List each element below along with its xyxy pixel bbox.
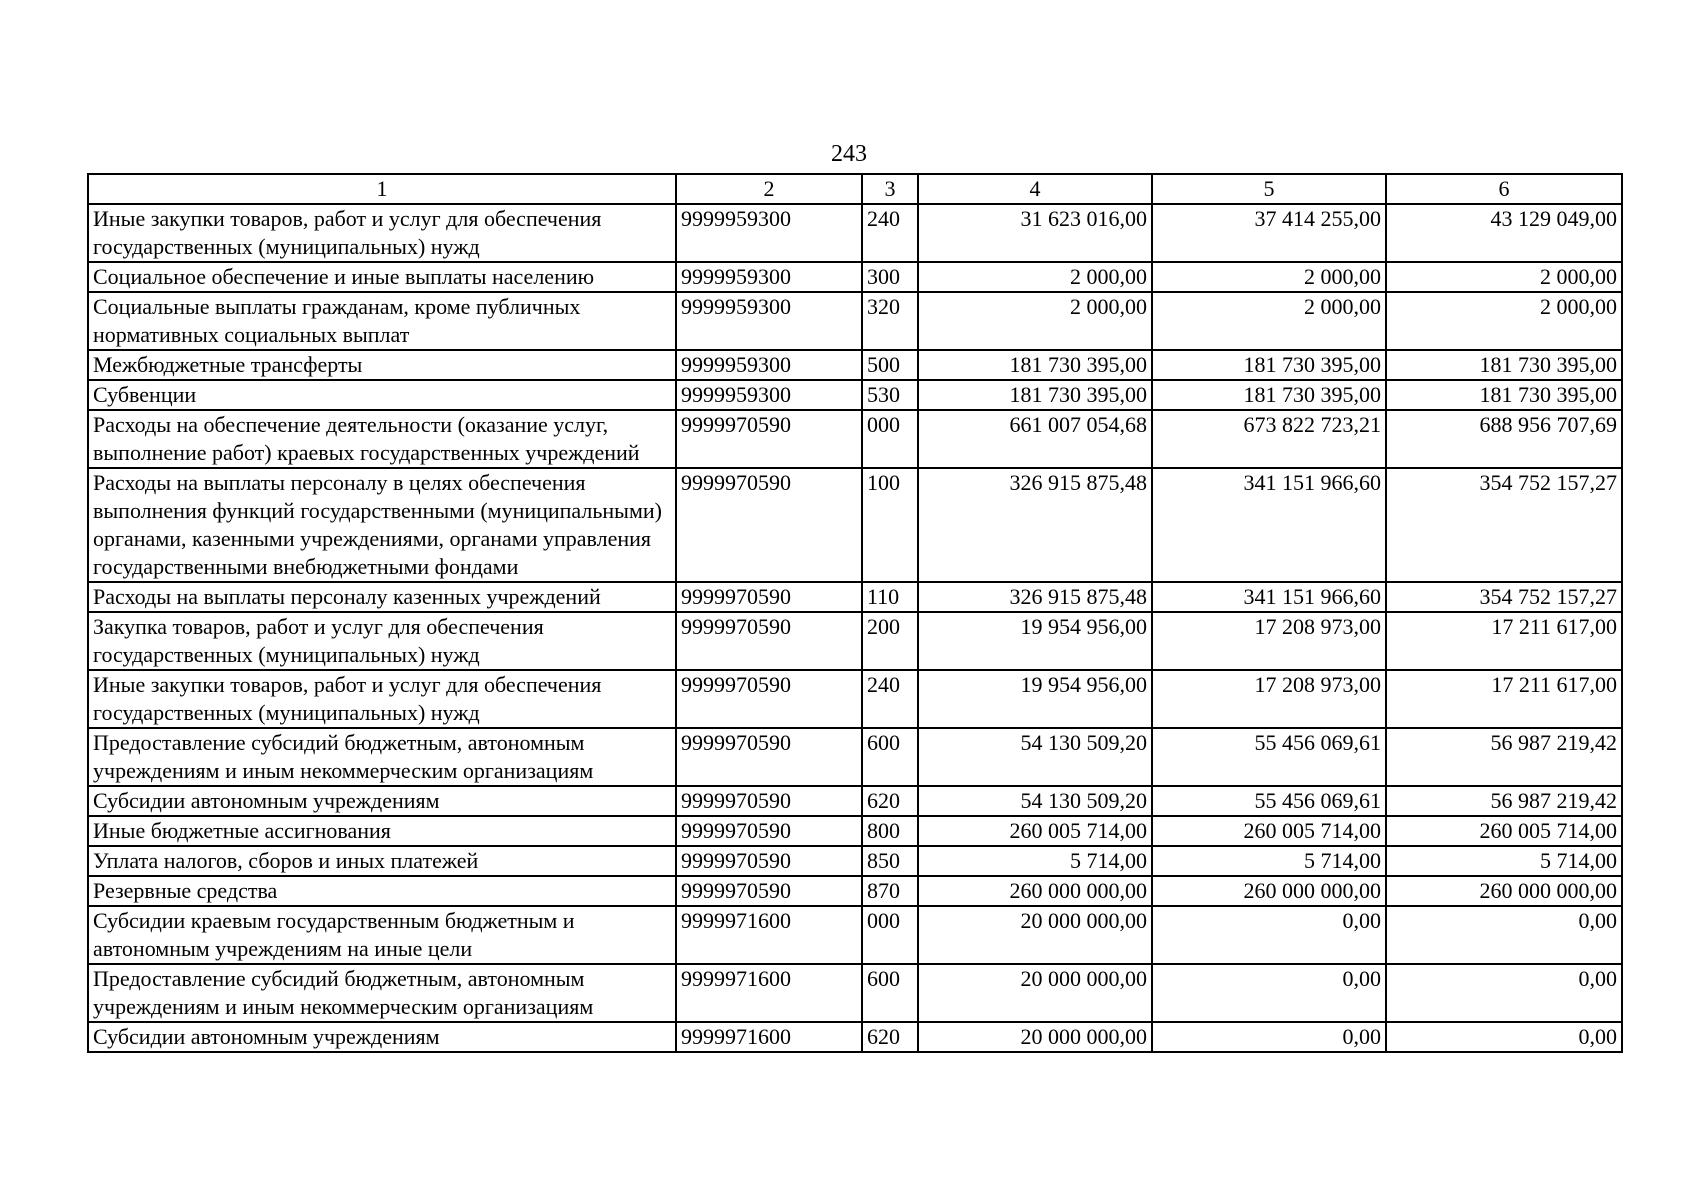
row-code-cell: 9999971600 [676,964,862,1022]
row-value-col6: 0,00 [1386,906,1622,964]
row-value-col5: 55 456 069,61 [1152,786,1386,816]
row-value-col6: 17 211 617,00 [1386,670,1622,728]
column-header: 5 [1152,174,1386,204]
table-row [88,846,1622,876]
column-header: 3 [862,174,918,204]
row-value-col5: 17 208 973,00 [1152,612,1386,670]
row-value-col4: 181 730 395,00 [918,350,1152,380]
row-value-col5: 181 730 395,00 [1152,380,1386,410]
row-name-cell: Резервные средства [88,876,676,906]
row-value-col5: 0,00 [1152,964,1386,1022]
row-code-cell: 9999971600 [676,1022,862,1052]
table-row [88,876,1622,906]
row-code-cell: 9999971600 [676,906,862,964]
row-value-col4: 20 000 000,00 [918,1022,1152,1052]
row-name-cell: Социальное обеспечение и иные выплаты населению [88,262,676,292]
row-value-col4: 54 130 509,20 [918,728,1152,786]
row-value-col5: 673 822 723,21 [1152,410,1386,468]
row-value-col4: 2 000,00 [918,292,1152,350]
row-value-col6: 2 000,00 [1386,262,1622,292]
row-code-cell: 9999959300 [676,204,862,262]
row-name-cell: Расходы на выплаты персоналу в целях обеспечения выполнения функций государственными (муниципальными) органами, казенными учреждениями, органами управления государственными внебюджетными фондами [88,468,676,582]
row-value-col5: 260 005 714,00 [1152,816,1386,846]
row-value-col6: 181 730 395,00 [1386,350,1622,380]
budget-table [87,173,1623,1053]
header-row [88,174,1622,204]
table-row [88,816,1622,846]
row-type-cell: 870 [862,876,918,906]
row-value-col5: 260 000 000,00 [1152,876,1386,906]
column-header: 2 [676,174,862,204]
table-row [88,728,1622,786]
row-value-col6: 56 987 219,42 [1386,728,1622,786]
row-name-cell: Иные закупки товаров, работ и услуг для обеспечения государственных (муниципальных) нужд [88,204,676,262]
row-code-cell: 9999970590 [676,582,862,612]
row-value-col4: 20 000 000,00 [918,964,1152,1022]
row-value-col4: 326 915 875,48 [918,468,1152,582]
row-type-cell: 100 [862,468,918,582]
row-value-col6: 5 714,00 [1386,846,1622,876]
row-code-cell: 9999970590 [676,786,862,816]
row-value-col5: 37 414 255,00 [1152,204,1386,262]
table-row [88,582,1622,612]
row-code-cell: 9999970590 [676,612,862,670]
row-type-cell: 500 [862,350,918,380]
table-row [88,612,1622,670]
table-row [88,350,1622,380]
row-type-cell: 300 [862,262,918,292]
row-name-cell: Закупка товаров, работ и услуг для обеспечения государственных (муниципальных) нужд [88,612,676,670]
row-value-col5: 341 151 966,60 [1152,582,1386,612]
row-code-cell: 9999970590 [676,846,862,876]
row-value-col4: 5 714,00 [918,846,1152,876]
row-value-col6: 354 752 157,27 [1386,468,1622,582]
table-row [88,292,1622,350]
row-type-cell: 200 [862,612,918,670]
row-type-cell: 620 [862,1022,918,1052]
row-code-cell: 9999959300 [676,262,862,292]
row-code-cell: 9999970590 [676,468,862,582]
row-code-cell: 9999970590 [676,876,862,906]
row-value-col5: 0,00 [1152,906,1386,964]
table-row [88,262,1622,292]
row-name-cell: Субсидии автономным учреждениям [88,1022,676,1052]
row-type-cell: 320 [862,292,918,350]
row-name-cell: Предоставление субсидий бюджетным, автономным учреждениям и иным некоммерческим организациям [88,728,676,786]
row-value-col4: 54 130 509,20 [918,786,1152,816]
row-name-cell: Субвенции [88,380,676,410]
row-value-col4: 19 954 956,00 [918,612,1152,670]
column-header: 6 [1386,174,1622,204]
row-value-col4: 31 623 016,00 [918,204,1152,262]
row-code-cell: 9999959300 [676,380,862,410]
row-name-cell: Иные закупки товаров, работ и услуг для обеспечения государственных (муниципальных) нужд [88,670,676,728]
row-type-cell: 800 [862,816,918,846]
row-type-cell: 110 [862,582,918,612]
row-type-cell: 000 [862,906,918,964]
row-value-col5: 0,00 [1152,1022,1386,1052]
row-value-col6: 56 987 219,42 [1386,786,1622,816]
table-row [88,410,1622,468]
row-value-col5: 17 208 973,00 [1152,670,1386,728]
table-row [88,906,1622,964]
row-value-col5: 5 714,00 [1152,846,1386,876]
row-value-col4: 19 954 956,00 [918,670,1152,728]
row-value-col4: 661 007 054,68 [918,410,1152,468]
table-row [88,1022,1622,1052]
row-code-cell: 9999970590 [676,670,862,728]
table-row [88,204,1622,262]
row-type-cell: 600 [862,728,918,786]
row-value-col4: 260 005 714,00 [918,816,1152,846]
row-value-col5: 2 000,00 [1152,262,1386,292]
row-name-cell: Предоставление субсидий бюджетным, автономным учреждениям и иным некоммерческим организациям [88,964,676,1022]
row-type-cell: 620 [862,786,918,816]
row-value-col6: 354 752 157,27 [1386,582,1622,612]
column-header: 4 [918,174,1152,204]
row-type-cell: 850 [862,846,918,876]
row-name-cell: Субсидии краевым государственным бюджетным и автономным учреждениям на иные цели [88,906,676,964]
table-row [88,786,1622,816]
row-code-cell: 9999959300 [676,292,862,350]
row-value-col6: 260 005 714,00 [1386,816,1622,846]
row-value-col6: 43 129 049,00 [1386,204,1622,262]
row-name-cell: Уплата налогов, сборов и иных платежей [88,846,676,876]
row-value-col5: 181 730 395,00 [1152,350,1386,380]
table-row [88,670,1622,728]
column-header: 1 [88,174,676,204]
row-type-cell: 000 [862,410,918,468]
row-value-col6: 0,00 [1386,964,1622,1022]
row-value-col6: 17 211 617,00 [1386,612,1622,670]
row-type-cell: 240 [862,670,918,728]
table-row [88,964,1622,1022]
table-row [88,468,1622,582]
row-value-col4: 260 000 000,00 [918,876,1152,906]
row-value-col6: 688 956 707,69 [1386,410,1622,468]
row-type-cell: 600 [862,964,918,1022]
row-value-col6: 260 000 000,00 [1386,876,1622,906]
row-name-cell: Социальные выплаты гражданам, кроме публичных нормативных социальных выплат [88,292,676,350]
row-value-col6: 0,00 [1386,1022,1622,1052]
row-code-cell: 9999970590 [676,410,862,468]
row-value-col4: 2 000,00 [918,262,1152,292]
row-code-cell: 9999970590 [676,728,862,786]
row-value-col5: 2 000,00 [1152,292,1386,350]
row-value-col4: 20 000 000,00 [918,906,1152,964]
row-value-col6: 181 730 395,00 [1386,380,1622,410]
row-name-cell: Межбюджетные трансферты [88,350,676,380]
row-value-col5: 55 456 069,61 [1152,728,1386,786]
row-name-cell: Расходы на обеспечение деятельности (оказание услуг, выполнение работ) краевых государственных учреждений [88,410,676,468]
row-type-cell: 530 [862,380,918,410]
row-type-cell: 240 [862,204,918,262]
row-code-cell: 9999970590 [676,816,862,846]
row-code-cell: 9999959300 [676,350,862,380]
row-name-cell: Иные бюджетные ассигнования [88,816,676,846]
row-value-col5: 341 151 966,60 [1152,468,1386,582]
row-value-col4: 326 915 875,48 [918,582,1152,612]
row-value-col6: 2 000,00 [1386,292,1622,350]
row-name-cell: Субсидии автономным учреждениям [88,786,676,816]
page-number: 243 [831,141,867,167]
row-name-cell: Расходы на выплаты персоналу казенных учреждений [88,582,676,612]
table-row [88,380,1622,410]
row-value-col4: 181 730 395,00 [918,380,1152,410]
